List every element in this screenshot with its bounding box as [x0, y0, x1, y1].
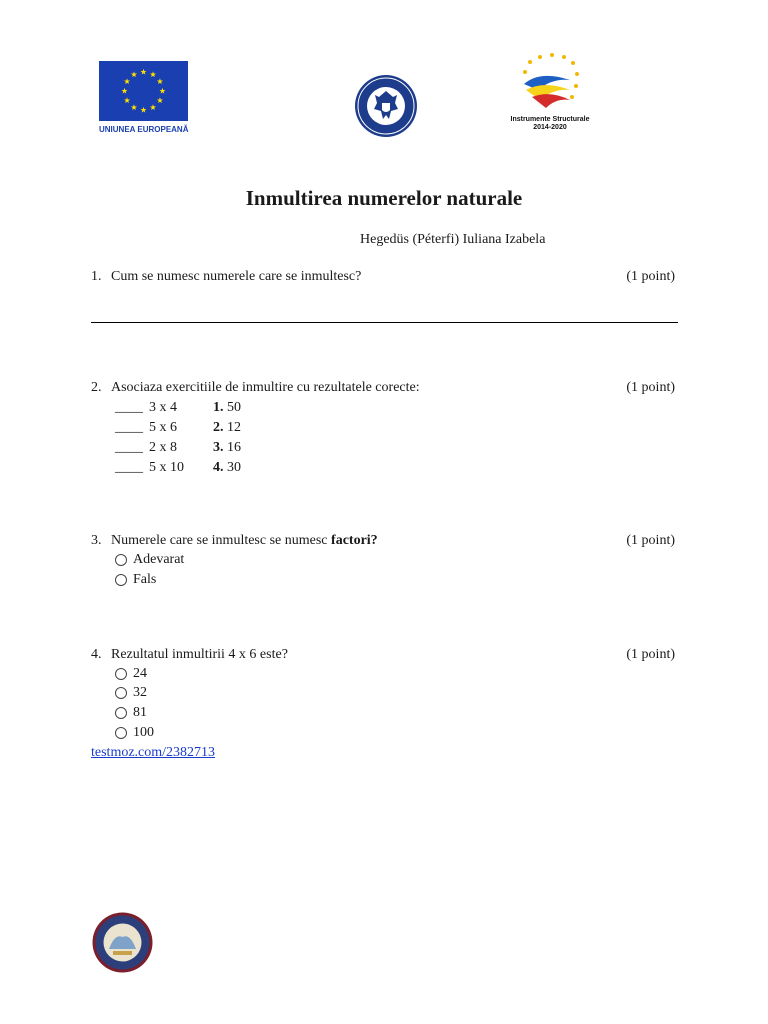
eu-star-icon	[157, 78, 163, 84]
eu-star-icon	[157, 97, 163, 103]
option-label: 100	[133, 725, 154, 740]
option-label: 81	[133, 705, 147, 720]
radio-button[interactable]	[115, 554, 127, 566]
match-blank[interactable]: ____	[115, 420, 143, 435]
match-exercise: 2 x 8	[149, 440, 177, 455]
author-name: Hegedüs (Péterfi) Iuliana Izabela	[360, 232, 546, 247]
government-seal-icon	[353, 73, 419, 139]
radio-button[interactable]	[115, 687, 127, 699]
question-number: 2.	[91, 380, 102, 395]
instrumente-structurale-icon	[500, 50, 600, 116]
university-seal	[91, 911, 154, 974]
question-text-prefix: Numerele care se inmultesc se numesc	[111, 533, 332, 548]
eu-star-icon	[124, 97, 130, 103]
eu-star-icon	[140, 107, 146, 113]
question-text: Cum se numesc numerele care se inmultesc?	[111, 269, 362, 284]
instruments-logo-title: Instrumente Structurale	[510, 116, 590, 123]
match-result-value: 30	[223, 460, 241, 475]
option-label: 32	[133, 685, 147, 700]
eu-star-icon	[124, 78, 130, 84]
match-result-number: 2.	[213, 420, 224, 435]
eu-star-icon	[150, 104, 156, 110]
document-title: Inmultirea numerelor naturale	[245, 186, 523, 210]
match-result	[213, 420, 241, 436]
question-points: (1 point)	[626, 533, 675, 548]
match-blank[interactable]: ____	[115, 460, 143, 475]
match-result	[213, 400, 241, 416]
radio-button[interactable]	[115, 574, 127, 586]
match-exercise: 3 x 4	[149, 400, 177, 415]
question-points: (1 point)	[626, 269, 675, 284]
option-label: Adevarat	[133, 552, 185, 567]
eu-star-icon	[140, 69, 146, 75]
match-result	[213, 460, 241, 476]
match-result-number: 1.	[213, 400, 224, 415]
testmoz-link[interactable]: testmoz.com/2382713	[91, 745, 216, 760]
instruments-logo-label	[500, 116, 600, 132]
eu-logo	[99, 61, 188, 137]
eu-logo-label: UNIUNEA EUROPEANĂ	[99, 125, 189, 134]
eu-star-icon	[131, 104, 137, 110]
radio-button[interactable]	[115, 707, 127, 719]
match-result-value: 16	[223, 440, 241, 455]
eu-flag-icon	[99, 61, 188, 121]
match-result-number: 4.	[213, 460, 224, 475]
question-number: 3.	[91, 533, 102, 548]
match-result	[213, 440, 241, 456]
match-result-number: 3.	[213, 440, 224, 455]
match-blank[interactable]: ____	[115, 440, 143, 455]
match-exercise: 5 x 6	[149, 420, 177, 435]
option-label: Fals	[133, 572, 157, 587]
romanian-government-seal	[353, 73, 419, 139]
instrumente-structurale-logo	[500, 50, 600, 142]
option-label: 24	[133, 666, 147, 681]
eu-star-icon	[131, 71, 137, 77]
question-points: (1 point)	[626, 647, 675, 662]
question-number: 1.	[91, 269, 102, 284]
question-text-bold: factori?	[331, 533, 378, 548]
eu-star-icon	[121, 88, 127, 94]
university-seal-icon	[91, 911, 154, 974]
question-text	[111, 533, 378, 549]
radio-button[interactable]	[115, 727, 127, 739]
eu-star-icon	[150, 71, 156, 77]
question-text: Rezultatul inmultirii 4 x 6 este?	[111, 647, 288, 662]
radio-button[interactable]	[115, 668, 127, 680]
match-result-value: 50	[223, 400, 241, 415]
answer-line[interactable]	[91, 322, 678, 323]
question-text: Asociaza exercitiile de inmultire cu rezultatele corecte:	[111, 380, 420, 395]
match-result-value: 12	[223, 420, 241, 435]
eu-star-icon	[159, 88, 165, 94]
match-blank[interactable]: ____	[115, 400, 143, 415]
instruments-logo-years: 2014-2020	[533, 124, 567, 131]
match-exercise: 5 x 10	[149, 460, 184, 475]
question-points: (1 point)	[626, 380, 675, 395]
question-number: 4.	[91, 647, 102, 662]
